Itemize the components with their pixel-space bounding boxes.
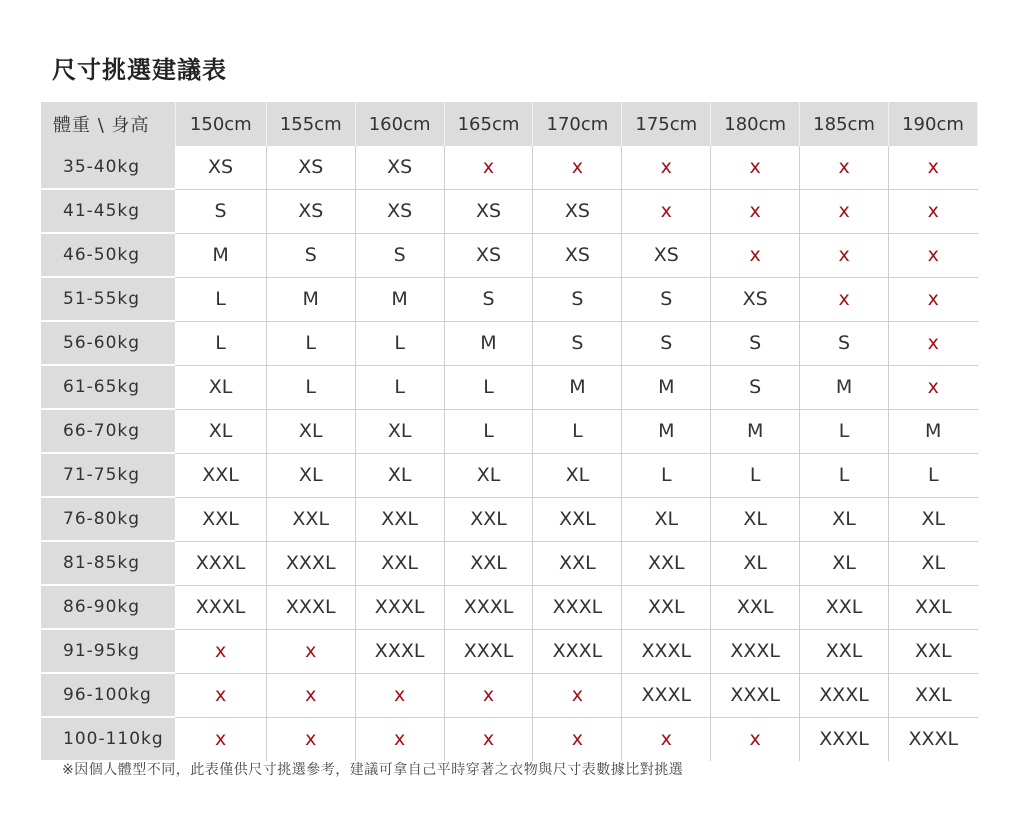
size-cell: L (889, 453, 978, 497)
size-cell: XXL (533, 541, 622, 585)
size-cell: XXXL (266, 541, 355, 585)
height-header: 180cm (711, 102, 800, 146)
height-header: 160cm (355, 102, 444, 146)
weight-label: 51-55kg (41, 277, 175, 321)
not-available-mark: x (355, 673, 444, 717)
height-header: 185cm (800, 102, 889, 146)
size-cell: L (266, 321, 355, 365)
size-cell: XS (533, 189, 622, 233)
size-cell: XXXL (533, 629, 622, 673)
size-cell: XXXL (355, 585, 444, 629)
size-cell: L (444, 365, 533, 409)
not-available-mark: x (711, 233, 800, 277)
size-cell: L (622, 453, 711, 497)
not-available-mark: x (711, 189, 800, 233)
size-cell: XXXL (444, 585, 533, 629)
size-cell: XXXL (444, 629, 533, 673)
size-cell: XXL (800, 585, 889, 629)
size-cell: XL (889, 541, 978, 585)
not-available-mark: x (175, 629, 266, 673)
size-cell: M (889, 409, 978, 453)
not-available-mark: x (444, 146, 533, 189)
weight-label: 66-70kg (41, 409, 175, 453)
not-available-mark: x (175, 717, 266, 761)
size-cell: XXXL (711, 673, 800, 717)
not-available-mark: x (889, 189, 978, 233)
size-cell: M (444, 321, 533, 365)
size-cell: XXXL (622, 673, 711, 717)
size-cell: L (175, 321, 266, 365)
table-row (41, 453, 978, 497)
size-chart-table (41, 102, 978, 762)
weight-label: 46-50kg (41, 233, 175, 277)
size-cell: XL (355, 409, 444, 453)
size-cell: M (622, 365, 711, 409)
not-available-mark: x (889, 321, 978, 365)
size-cell: XXXL (800, 673, 889, 717)
size-cell: S (622, 321, 711, 365)
not-available-mark: x (266, 673, 355, 717)
size-cell: XXXL (622, 629, 711, 673)
size-cell: S (355, 233, 444, 277)
size-cell: XXXL (908, 728, 959, 751)
table-row (41, 365, 978, 409)
size-cell: XXL (533, 497, 622, 541)
table-row (41, 717, 978, 761)
size-cell: S (711, 365, 800, 409)
size-cell: M (622, 409, 711, 453)
height-header: 155cm (266, 102, 355, 146)
size-cell: XXXL (800, 717, 889, 761)
size-cell: XXL (622, 585, 711, 629)
size-cell: XXL (175, 497, 266, 541)
table-row (41, 629, 978, 673)
size-cell: S (533, 321, 622, 365)
size-cell: S (266, 233, 355, 277)
table-row (41, 277, 978, 321)
size-cell: XL (266, 453, 355, 497)
weight-label: 61-65kg (41, 365, 175, 409)
table-body (41, 146, 978, 761)
height-header: 150cm (175, 102, 266, 146)
not-available-mark: x (533, 146, 622, 189)
height-header: 170cm (533, 102, 622, 146)
page-title: 尺寸挑選建議表 (52, 56, 227, 84)
weight-label: 35-40kg (41, 146, 175, 189)
not-available-mark: x (711, 146, 800, 189)
footnote: ※因個人體型不同，此表僅供尺寸挑選參考，建議可拿自己平時穿著之衣物與尺寸表數據比對挑選 (62, 762, 684, 778)
table-header (41, 102, 978, 146)
not-available-mark: x (175, 673, 266, 717)
weight-label: 96-100kg (41, 673, 175, 717)
size-cell: XL (711, 497, 800, 541)
size-cell: XS (711, 277, 800, 321)
not-available-mark: x (800, 189, 889, 233)
size-cell: L (175, 277, 266, 321)
size-cell: XL (175, 365, 266, 409)
not-available-mark: x (711, 717, 800, 761)
size-cell: L (266, 365, 355, 409)
weight-label: 86-90kg (41, 585, 175, 629)
size-cell: L (444, 409, 533, 453)
not-available-mark: x (889, 146, 978, 189)
size-cell: XS (622, 233, 711, 277)
table-row (41, 673, 978, 717)
size-cell: S (444, 277, 533, 321)
size-cell: XXL (889, 585, 978, 629)
size-cell: L (800, 409, 889, 453)
size-cell: XXXL (175, 541, 266, 585)
not-available-mark: x (889, 233, 978, 277)
size-cell: XL (533, 453, 622, 497)
size-cell: S (622, 277, 711, 321)
height-header: 175cm (622, 102, 711, 146)
weight-label: 91-95kg (41, 629, 175, 673)
size-cell: XL (889, 497, 978, 541)
size-cell: S (175, 189, 266, 233)
size-cell: XS (175, 146, 266, 189)
size-cell: L (533, 409, 622, 453)
size-cell: XXL (800, 629, 889, 673)
weight-label: 56-60kg (41, 321, 175, 365)
size-cell: XS (444, 233, 533, 277)
weight-label: 81-85kg (41, 541, 175, 585)
size-cell: XL (622, 497, 711, 541)
size-cell: XL (444, 453, 533, 497)
not-available-mark: x (355, 717, 444, 761)
size-cell: M (355, 277, 444, 321)
corner-label: 體重 \ 身高 (41, 102, 175, 146)
table-row (41, 233, 978, 277)
size-cell: XXXL (533, 585, 622, 629)
size-cell: XXXL (175, 585, 266, 629)
size-cell: L (711, 453, 800, 497)
weight-label: 76-80kg (41, 497, 175, 541)
weight-label: 71-75kg (41, 453, 175, 497)
not-available-mark: x (800, 277, 889, 321)
height-header: 165cm (444, 102, 533, 146)
size-cell: M (800, 365, 889, 409)
size-cell: XS (444, 189, 533, 233)
not-available-mark: x (533, 673, 622, 717)
table-row (41, 585, 978, 629)
size-cell: S (533, 277, 622, 321)
not-available-mark: x (889, 365, 978, 409)
size-cell: M (711, 409, 800, 453)
size-cell: M (533, 365, 622, 409)
size-cell: XS (266, 189, 355, 233)
not-available-mark: x (800, 233, 889, 277)
size-cell: XL (800, 541, 889, 585)
size-cell: L (800, 453, 889, 497)
size-cell: M (175, 233, 266, 277)
height-header: 190cm (889, 102, 978, 146)
not-available-mark: x (800, 146, 889, 189)
header-row (41, 102, 978, 146)
not-available-mark: x (444, 717, 533, 761)
table-row (41, 146, 978, 189)
table-row (41, 189, 978, 233)
size-cell: XXXL (355, 629, 444, 673)
size-cell: XXL (622, 541, 711, 585)
not-available-mark: x (622, 146, 711, 189)
table-row (41, 321, 978, 365)
size-cell: XXL (444, 541, 533, 585)
size-cell: XS (355, 189, 444, 233)
size-cell: S (800, 321, 889, 365)
table-row (41, 409, 978, 453)
not-available-mark: x (622, 189, 711, 233)
size-cell: XXXL (266, 585, 355, 629)
size-cell: XL (266, 409, 355, 453)
size-cell: XL (800, 497, 889, 541)
weight-label: 41-45kg (41, 189, 175, 233)
size-cell: XS (533, 233, 622, 277)
size-cell: XXL (889, 629, 978, 673)
size-cell: L (355, 365, 444, 409)
size-cell: XS (266, 146, 355, 189)
size-cell: XL (175, 409, 266, 453)
size-cell: XL (711, 541, 800, 585)
weight-label: 100-110kg (41, 717, 175, 761)
size-cell: XXL (889, 673, 978, 717)
size-cell: XS (355, 146, 444, 189)
size-cell: XXL (355, 497, 444, 541)
size-cell: XXL (175, 453, 266, 497)
not-available-mark: x (266, 717, 355, 761)
size-cell: XXL (444, 497, 533, 541)
size-cell: M (266, 277, 355, 321)
not-available-mark: x (889, 277, 978, 321)
not-available-mark: x (444, 673, 533, 717)
size-cell: XXXL (711, 629, 800, 673)
table-row (41, 541, 978, 585)
not-available-mark: x (622, 717, 711, 761)
size-cell: XXL (266, 497, 355, 541)
not-available-mark: x (533, 717, 622, 761)
size-cell: L (355, 321, 444, 365)
size-cell: XXL (355, 541, 444, 585)
size-cell: XXL (711, 585, 800, 629)
table-row (41, 497, 978, 541)
size-cell: XL (355, 453, 444, 497)
size-cell: S (711, 321, 800, 365)
not-available-mark: x (266, 629, 355, 673)
